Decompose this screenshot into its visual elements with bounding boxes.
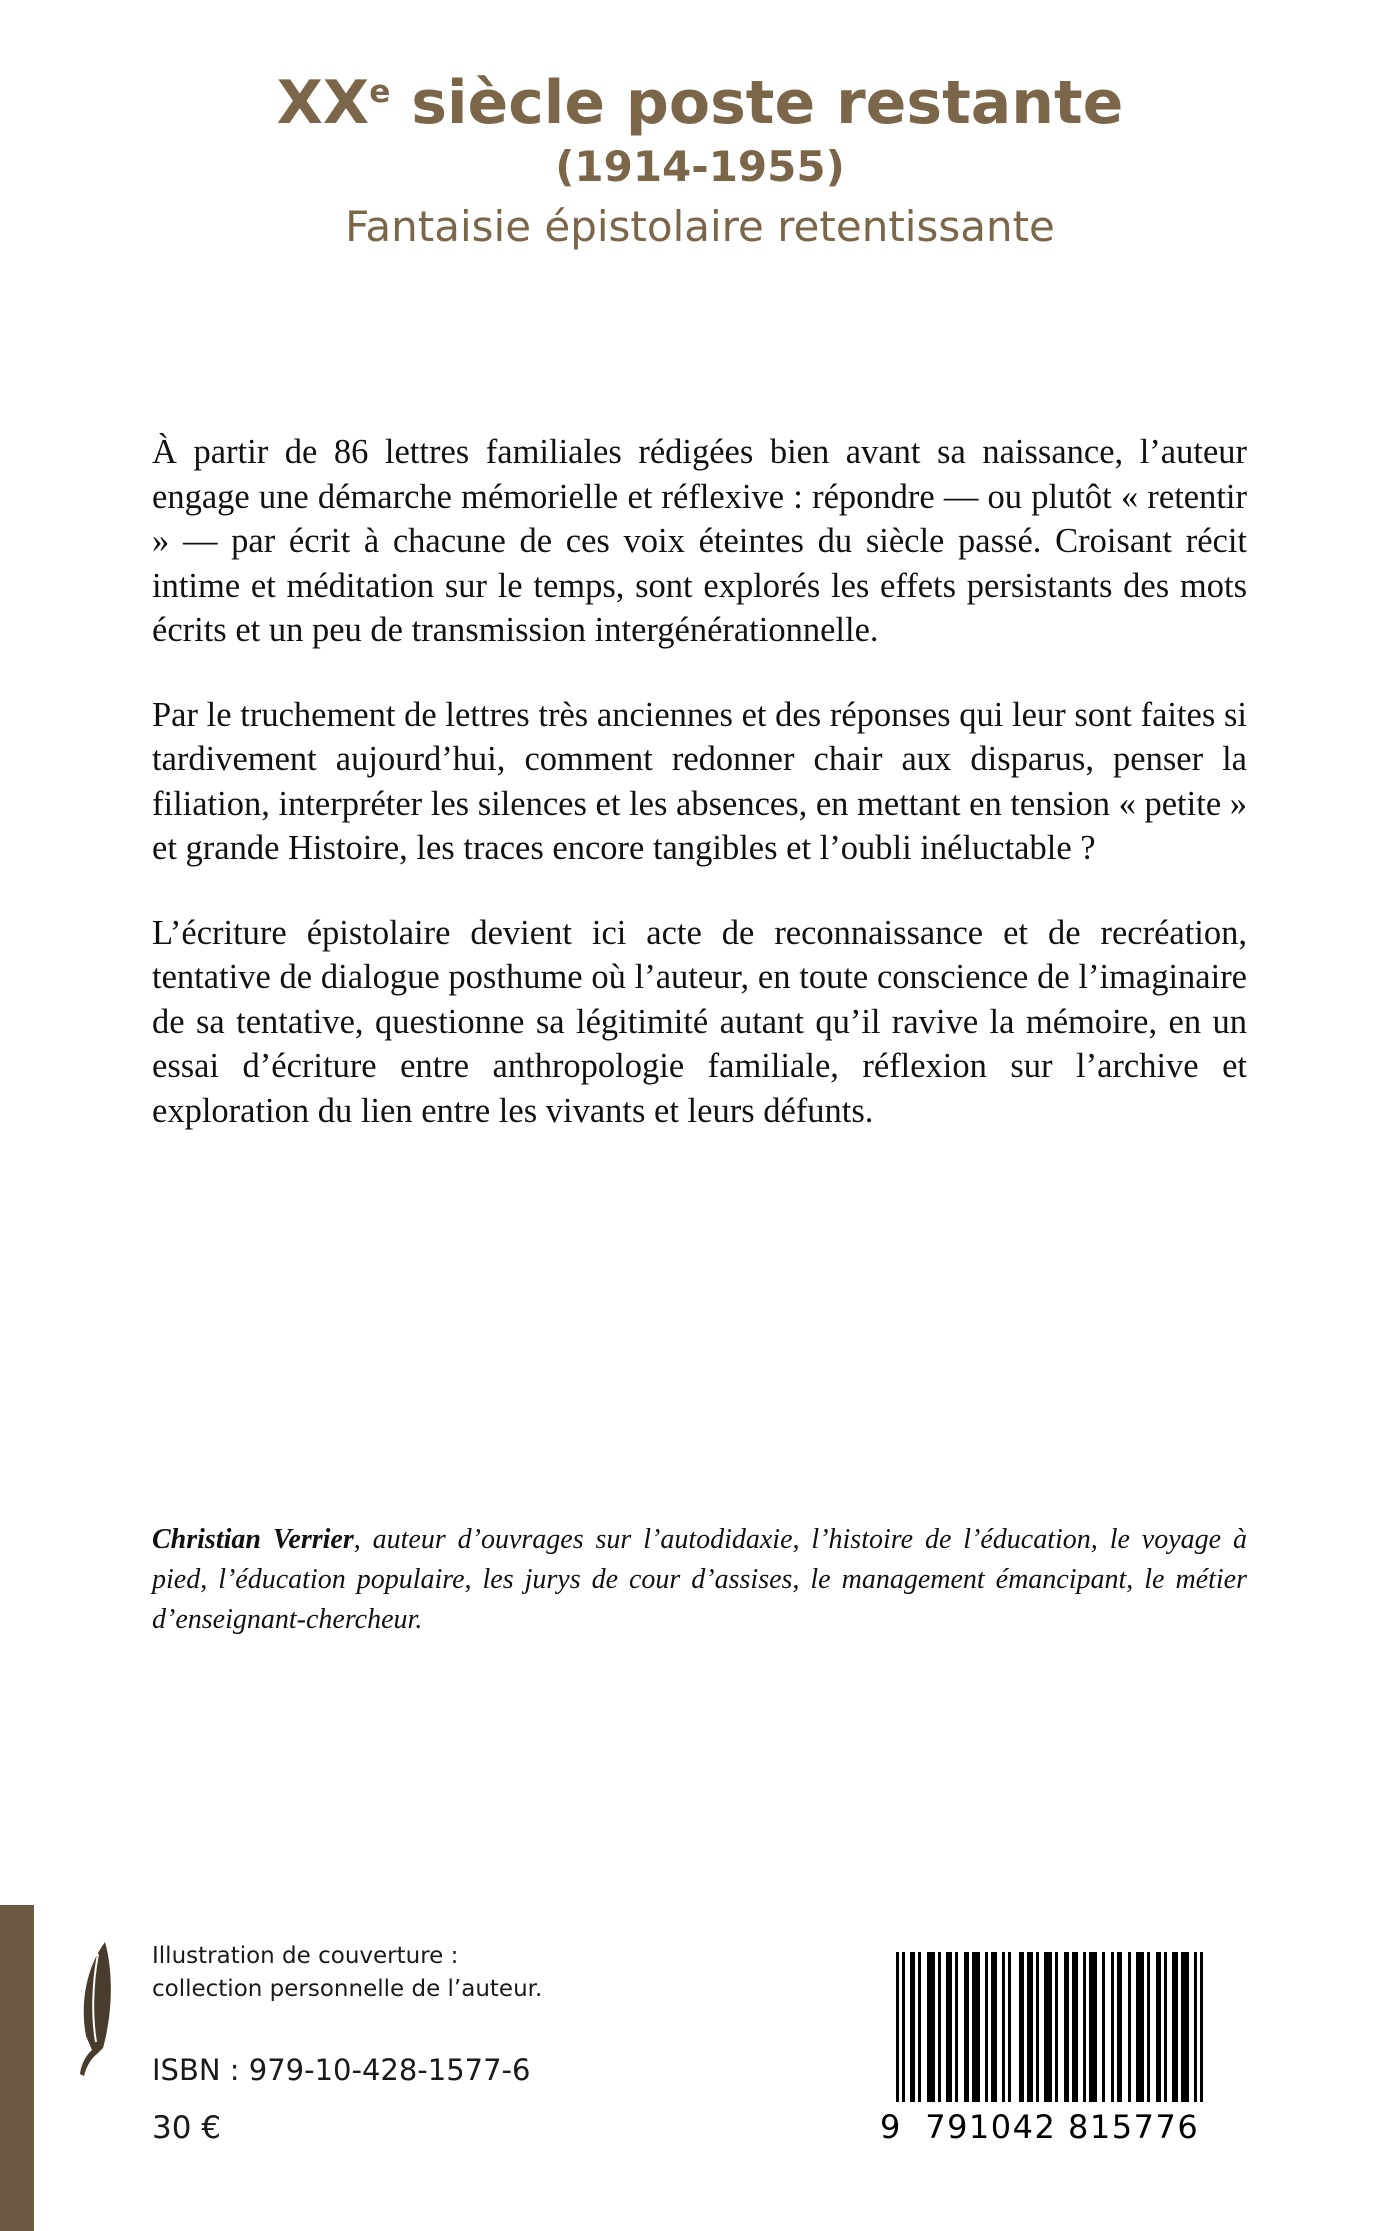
cover-illustration-credit — [152, 1940, 772, 2005]
blurb-paragraph-3: L’écriture épistolaire devient ici acte de reconnaissance et de recréation, tentative de dialogue posthume où l’auteur, en toute conscience de l’imaginaire de sa tentative, questionne sa légitimité autant qu’il ravive la mémoire, en un essai d’écriture entre anthropologie familiale, réflexion sur l’archive et exploration du lien entre les vivants et leurs défunts. — [152, 913, 1247, 1130]
cover-credit-line-2: collection personnelle de l’auteur. — [152, 1975, 543, 2002]
blurb-paragraph-1: À partir de 86 lettres familiales rédigées bien avant sa naissance, l’auteur engage une démarche mémorielle et réflexive : répondre — ou plutôt « retentir » — par écrit à chacune de ces voix éteintes du siècle passé. Croisant récit intime et méditation sur le temps, sont explorés les effets persistants des mots écrits et un peu de transmission intergénérationnelle. — [152, 433, 1247, 649]
author-bio-text: , auteur d’ouvrages sur l’autodidaxie, l’histoire de l’éducation, le voyage à pied, l’éducation populaire, les jurys de cour d’assises, le management émancipant, le métier d’enseignant-chercheur. — [152, 1524, 1247, 1635]
isbn-text: ISBN : 979-10-428-1577-6 — [152, 2053, 531, 2087]
price-text: 30 € — [152, 2110, 222, 2146]
blurb-text — [152, 430, 1247, 1133]
book-title — [0, 68, 1400, 138]
barcode-bars — [896, 1952, 1228, 2102]
blurb-paragraph-2: Par le truchement de lettres très anciennes et des réponses qui leur sont faites si tardivement aujourd’hui, comment redonner chair aux disparus, penser la filiation, interpréter les silences et les absences, en mettant en tension « petite » et grande Histoire, les traces encore tangibles et l’oubli inéluctable ? — [152, 695, 1248, 867]
author-bio — [152, 1520, 1247, 1639]
book-title-rest: siècle poste restante — [390, 68, 1124, 138]
book-title-prefix: XX — [276, 68, 370, 138]
barcode-digits: 9 791042 815776 — [880, 2108, 1200, 2146]
book-subtitle: Fantaisie épistolaire retentissante — [345, 201, 1055, 251]
cover-credit-line-1: Illustration de couverture : — [152, 1943, 459, 1969]
author-name: Christian Verrier — [152, 1524, 354, 1555]
book-title-superscript: e — [369, 74, 391, 110]
book-title-years: (1914-1955) — [555, 141, 845, 191]
quill-feather-icon — [72, 1938, 124, 2078]
title-block — [0, 68, 1400, 252]
spine-color-bar — [0, 1905, 34, 2231]
